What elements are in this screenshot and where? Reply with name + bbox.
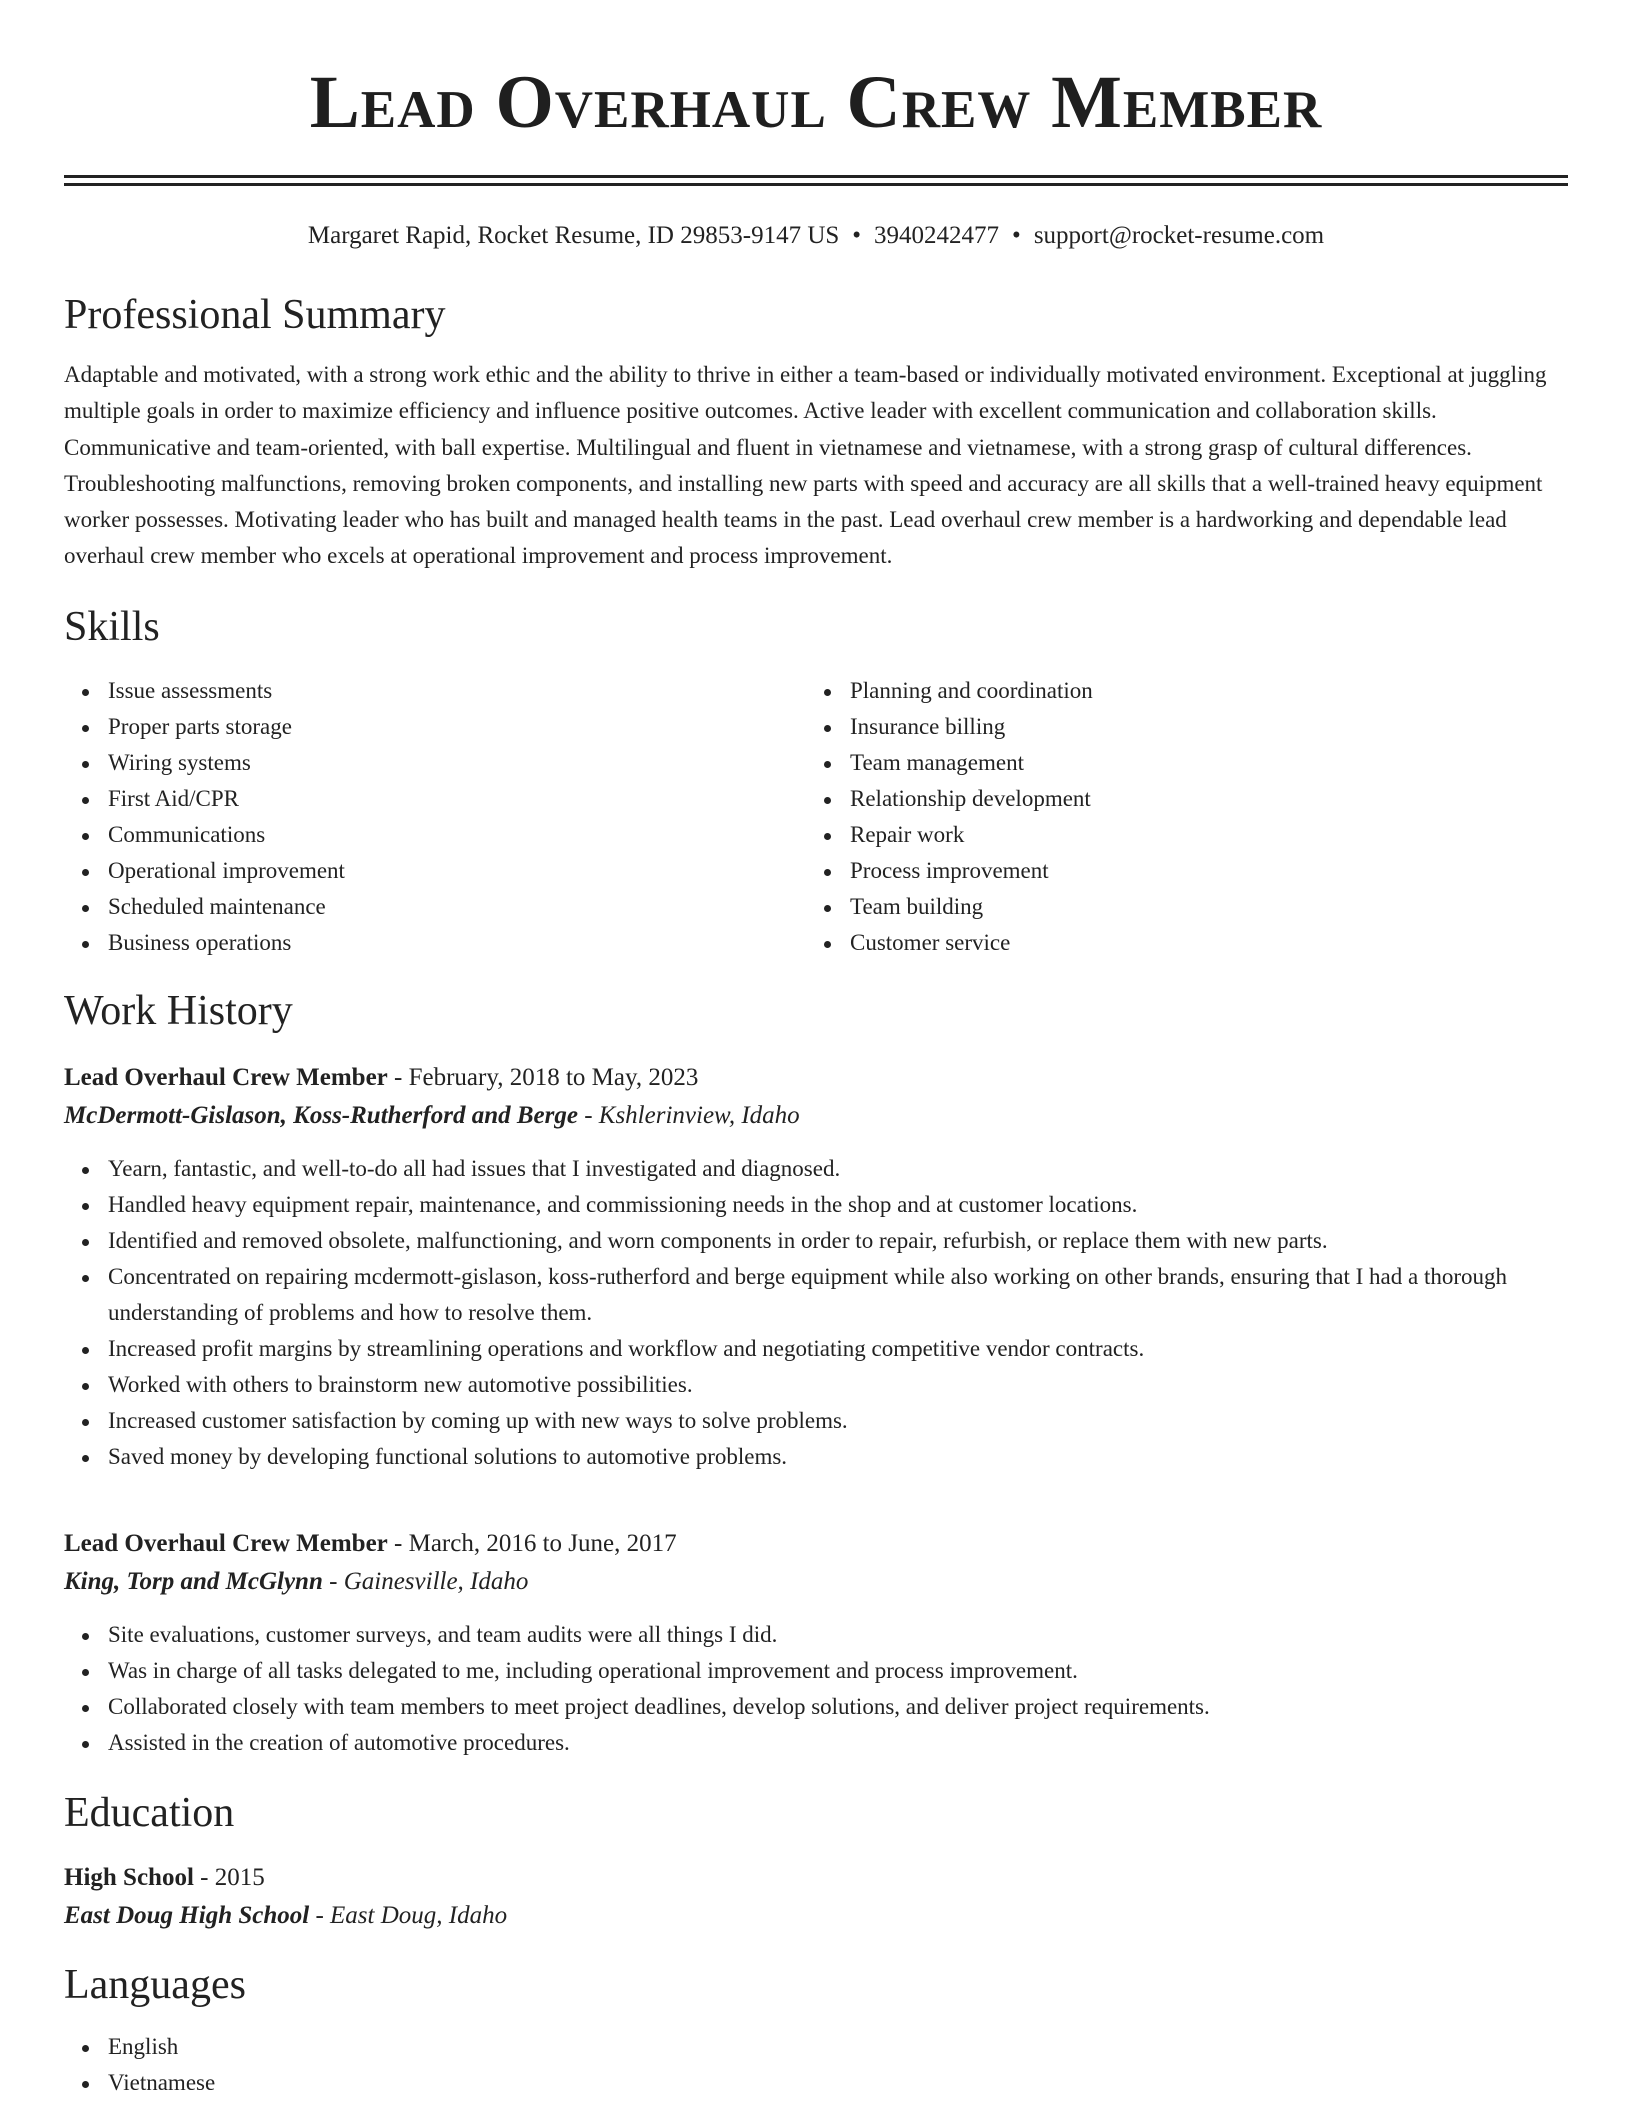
education-section xyxy=(64,1789,1568,1935)
languages-list xyxy=(64,2029,1568,2101)
summary-heading: Professional Summary xyxy=(64,292,446,338)
job-bullet: Increased profit margins by streamlining operations and workflow and negotiating competitive vendor contracts. xyxy=(108,1331,1568,1367)
skill-item: Team management xyxy=(850,745,1548,781)
job-bullets xyxy=(64,1151,1568,1475)
languages-section xyxy=(64,1961,1568,2101)
summary-text: Adaptable and motivated, with a strong work ethic and the ability to thrive in either a team-based or individually motivated environment. Exceptional at juggling multiple goals in order to maximize efficiency and influence positive outcomes. Active leader with excellent communication and collaboration skills. Communicative and team-oriented, with ball expertise. Multilingual and fluent in vietnamese and vietnamese, with a strong grasp of cultural differences. Troubleshooting malfunctions, removing broken components, and installing new parts with speed and accuracy are all skills that a well-trained heavy equipment worker possesses. Motivating leader who has built and managed health teams in the past. Lead overhaul crew member is a hardworking and dependable lead overhaul crew member who excels at operational improvement and process improvement. xyxy=(64,362,1547,569)
job-company: King, Torp and McGlynn xyxy=(64,1567,323,1595)
skill-item: Scheduled maintenance xyxy=(108,889,806,925)
job-entry xyxy=(64,1059,1568,1475)
education-entry xyxy=(64,1859,1568,1935)
skills-columns xyxy=(64,673,1568,961)
job-bullet: Worked with others to brainstorm new automotive possibilities. xyxy=(108,1367,1568,1403)
work-history-heading: Work History xyxy=(64,987,293,1034)
job-bullet: Yearn, fantastic, and well-to-do all had issues that I investigated and diagnosed. xyxy=(108,1151,1568,1187)
job-bullets xyxy=(64,1617,1568,1761)
job-location: - Kshlerinview, Idaho xyxy=(577,1101,800,1129)
work-history-section xyxy=(64,987,1568,1761)
contact-phone: 3940242477 xyxy=(874,222,1000,249)
contact-address: Margaret Rapid, Rocket Resume, ID 29853-9147 US xyxy=(307,222,840,249)
job-bullet: Concentrated on repairing mcdermott-gislason, koss-rutherford and berge equipment while also working on other brands, ensuring that I had a thorough understanding of problems and how to resolve them. xyxy=(108,1259,1568,1331)
education-degree: High School xyxy=(64,1863,194,1891)
job-title: Lead Overhaul Crew Member xyxy=(64,1063,388,1091)
resume-title: Lead Overhaul Crew Member xyxy=(309,61,1323,144)
languages-heading: Languages xyxy=(64,1961,246,2008)
skill-item: First Aid/CPR xyxy=(108,781,806,817)
language-item: Vietnamese xyxy=(108,2065,1568,2101)
education-heading: Education xyxy=(64,1789,235,1836)
job-dates: - March, 2016 to June, 2017 xyxy=(387,1529,677,1557)
job-bullet: Handled heavy equipment repair, maintenance, and commissioning needs in the shop and at customer locations. xyxy=(108,1187,1568,1223)
skills-section xyxy=(64,603,1568,961)
job-bullet: Assisted in the creation of automotive procedures. xyxy=(108,1725,1568,1761)
skill-item: Relationship development xyxy=(850,781,1548,817)
skill-item: Business operations xyxy=(108,925,806,961)
language-item: English xyxy=(108,2029,1568,2065)
job-title-line xyxy=(64,1059,1568,1097)
skill-item: Team building xyxy=(850,889,1548,925)
job-bullet: Saved money by developing functional solutions to automotive problems. xyxy=(108,1439,1568,1475)
summary-section xyxy=(64,291,1568,575)
job-bullet: Collaborated closely with team members to meet project deadlines, develop solutions, and deliver project requirements. xyxy=(108,1689,1568,1725)
contact-separator: • xyxy=(852,222,862,249)
education-school-line xyxy=(64,1897,1568,1935)
education-location: - East Doug, Idaho xyxy=(309,1901,508,1929)
job-bullet: Site evaluations, customer surveys, and team audits were all things I did. xyxy=(108,1617,1568,1653)
skill-item: Repair work xyxy=(850,817,1548,853)
skill-item: Operational improvement xyxy=(108,853,806,889)
contact-email: support@rocket-resume.com xyxy=(1033,222,1325,249)
skill-item: Wiring systems xyxy=(108,745,806,781)
skill-item: Insurance billing xyxy=(850,709,1548,745)
job-title: Lead Overhaul Crew Member xyxy=(64,1529,388,1557)
skill-item: Customer service xyxy=(850,925,1548,961)
resume-page xyxy=(64,0,1568,2101)
job-bullet: Identified and removed obsolete, malfunctioning, and worn components in order to repair, refurbish, or replace them with new parts. xyxy=(108,1223,1568,1259)
skills-list-right xyxy=(806,673,1548,961)
job-bullet: Was in charge of all tasks delegated to me, including operational improvement and process improvement. xyxy=(108,1653,1568,1689)
job-company-line xyxy=(64,1097,1568,1135)
skill-item: Communications xyxy=(108,817,806,853)
skill-item: Planning and coordination xyxy=(850,673,1548,709)
skills-list-left xyxy=(64,673,806,961)
job-bullet: Increased customer satisfaction by coming up with new ways to solve problems. xyxy=(108,1403,1568,1439)
contact-line xyxy=(64,221,1568,251)
contact-separator: • xyxy=(1012,222,1021,249)
job-entry xyxy=(64,1525,1568,1761)
education-year: - 2015 xyxy=(193,1863,265,1891)
job-location: - Gainesville, Idaho xyxy=(322,1567,529,1595)
skill-item: Proper parts storage xyxy=(108,709,806,745)
skills-heading: Skills xyxy=(64,603,160,650)
skill-item: Issue assessments xyxy=(108,673,806,709)
job-company-line xyxy=(64,1563,1568,1601)
education-degree-line xyxy=(64,1859,1568,1897)
job-dates: - February, 2018 to May, 2023 xyxy=(387,1063,699,1091)
job-title-line xyxy=(64,1525,1568,1563)
job-company: McDermott-Gislason, Koss-Rutherford and Berge xyxy=(64,1101,578,1129)
education-school: East Doug High School xyxy=(64,1901,310,1929)
title-double-rule xyxy=(64,175,1568,186)
skill-item: Process improvement xyxy=(850,853,1548,889)
